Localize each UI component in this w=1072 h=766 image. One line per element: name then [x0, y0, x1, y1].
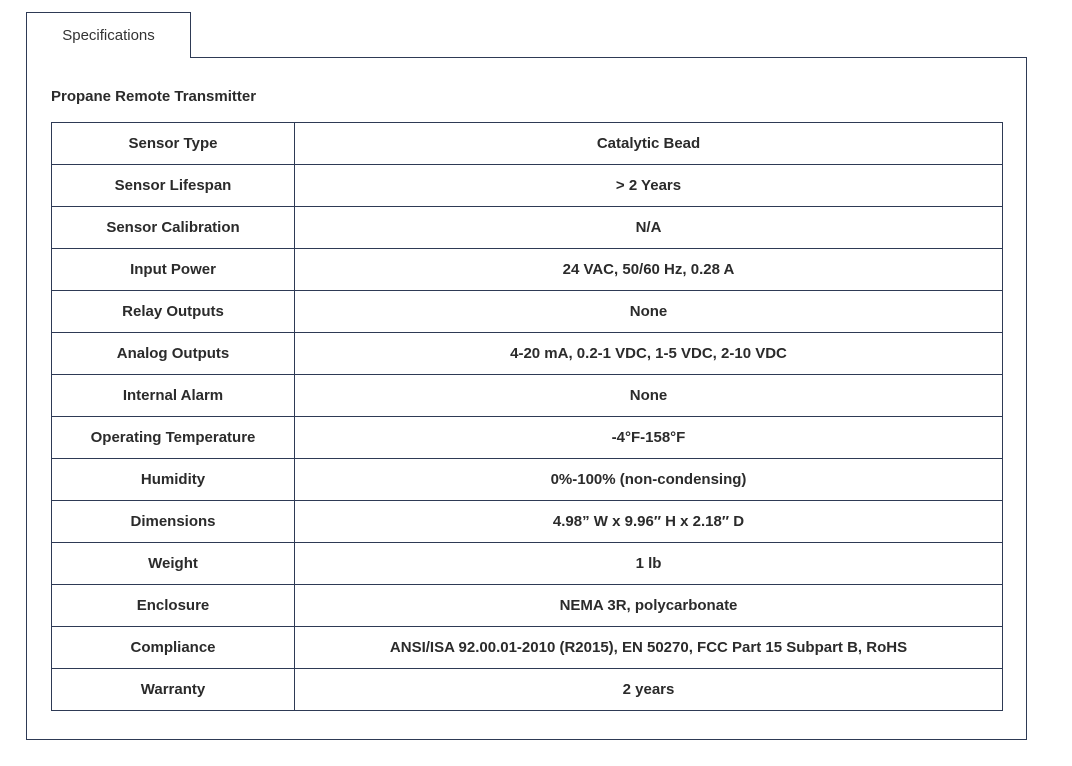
- specifications-table: [51, 122, 1003, 711]
- spec-value: > 2 Years: [295, 165, 1003, 207]
- spec-label: Relay Outputs: [52, 291, 295, 333]
- table-row: [52, 543, 1003, 585]
- table-row: [52, 417, 1003, 459]
- table-row: [52, 291, 1003, 333]
- spec-label: Input Power: [52, 249, 295, 291]
- table-row: [52, 249, 1003, 291]
- spec-value: 24 VAC, 50/60 Hz, 0.28 A: [295, 249, 1003, 291]
- spec-label: Weight: [52, 543, 295, 585]
- spec-value: N/A: [295, 207, 1003, 249]
- tab-specifications-label: Specifications: [62, 26, 155, 44]
- table-row: [52, 333, 1003, 375]
- spec-value: 4-20 mA, 0.2-1 VDC, 1-5 VDC, 2-10 VDC: [295, 333, 1003, 375]
- table-row: [52, 585, 1003, 627]
- spec-label: Operating Temperature: [52, 417, 295, 459]
- spec-value: None: [295, 375, 1003, 417]
- spec-value: 4.98” W x 9.96″ H x 2.18″ D: [295, 501, 1003, 543]
- spec-value: NEMA 3R, polycarbonate: [295, 585, 1003, 627]
- table-row: [52, 123, 1003, 165]
- spec-value: 2 years: [295, 669, 1003, 711]
- spec-label: Sensor Calibration: [52, 207, 295, 249]
- spec-value: 1 lb: [295, 543, 1003, 585]
- spec-value: 0%-100% (non-condensing): [295, 459, 1003, 501]
- spec-label: Dimensions: [52, 501, 295, 543]
- spec-value: ANSI/ISA 92.00.01-2010 (R2015), EN 50270, FCC Part 15 Subpart B, RoHS: [295, 627, 1003, 669]
- spec-label: Compliance: [52, 627, 295, 669]
- spec-label: Enclosure: [52, 585, 295, 627]
- table-row: [52, 375, 1003, 417]
- table-row: [52, 669, 1003, 711]
- section-title: Propane Remote Transmitter: [51, 88, 257, 105]
- spec-label: Analog Outputs: [52, 333, 295, 375]
- table-row: [52, 165, 1003, 207]
- spec-value: -4°F-158°F: [295, 417, 1003, 459]
- spec-value: Catalytic Bead: [295, 123, 1003, 165]
- table-row: [52, 501, 1003, 543]
- table-row: [52, 627, 1003, 669]
- spec-value: None: [295, 291, 1003, 333]
- specifications-panel: [26, 57, 1027, 740]
- tab-specifications[interactable]: [26, 12, 191, 57]
- spec-label: Warranty: [52, 669, 295, 711]
- spec-label: Sensor Type: [52, 123, 295, 165]
- table-row: [52, 207, 1003, 249]
- table-row: [52, 459, 1003, 501]
- spec-label: Humidity: [52, 459, 295, 501]
- tab-connector: [27, 56, 190, 59]
- spec-label: Sensor Lifespan: [52, 165, 295, 207]
- spec-label: Internal Alarm: [52, 375, 295, 417]
